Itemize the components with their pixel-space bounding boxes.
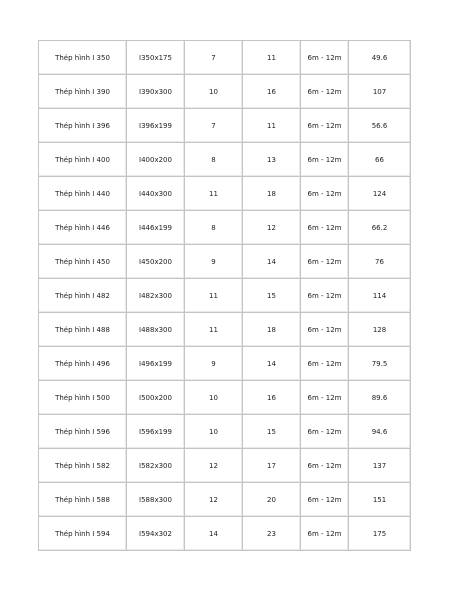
flange-thickness-cell: 16 — [243, 381, 301, 415]
flange-thickness-cell: 11 — [243, 41, 301, 75]
flange-thickness-cell: 23 — [243, 517, 301, 551]
length-cell: 6m - 12m — [301, 381, 349, 415]
name-cell: Thép hình I 450 — [39, 245, 127, 279]
web-thickness-cell: 11 — [185, 177, 243, 211]
weight-cell: 79.5 — [349, 347, 411, 381]
spec-cell: I582x300 — [127, 449, 185, 483]
spec-cell: I350x175 — [127, 41, 185, 75]
table-row — [39, 177, 411, 211]
name-cell: Thép hình I 350 — [39, 41, 127, 75]
length-cell: 6m - 12m — [301, 143, 349, 177]
web-thickness-cell: 12 — [185, 483, 243, 517]
weight-cell: 76 — [349, 245, 411, 279]
name-cell: Thép hình I 500 — [39, 381, 127, 415]
table-row — [39, 449, 411, 483]
table-row — [39, 143, 411, 177]
weight-cell: 49.6 — [349, 41, 411, 75]
web-thickness-cell: 10 — [185, 75, 243, 109]
name-cell: Thép hình I 588 — [39, 483, 127, 517]
length-cell: 6m - 12m — [301, 211, 349, 245]
weight-cell: 128 — [349, 313, 411, 347]
spec-cell: I482x300 — [127, 279, 185, 313]
web-thickness-cell: 8 — [185, 211, 243, 245]
spec-cell: I488x300 — [127, 313, 185, 347]
name-cell: Thép hình I 396 — [39, 109, 127, 143]
table-row — [39, 75, 411, 109]
length-cell: 6m - 12m — [301, 483, 349, 517]
web-thickness-cell: 11 — [185, 313, 243, 347]
web-thickness-cell: 9 — [185, 245, 243, 279]
name-cell: Thép hình I 440 — [39, 177, 127, 211]
flange-thickness-cell: 15 — [243, 279, 301, 313]
table-row — [39, 517, 411, 551]
flange-thickness-cell: 18 — [243, 313, 301, 347]
flange-thickness-cell: 17 — [243, 449, 301, 483]
name-cell: Thép hình I 400 — [39, 143, 127, 177]
name-cell: Thép hình I 496 — [39, 347, 127, 381]
spec-cell: I390x300 — [127, 75, 185, 109]
web-thickness-cell: 9 — [185, 347, 243, 381]
weight-cell: 114 — [349, 279, 411, 313]
length-cell: 6m - 12m — [301, 109, 349, 143]
flange-thickness-cell: 20 — [243, 483, 301, 517]
weight-cell: 124 — [349, 177, 411, 211]
spec-cell: I496x199 — [127, 347, 185, 381]
web-thickness-cell: 11 — [185, 279, 243, 313]
table-row — [39, 313, 411, 347]
length-cell: 6m - 12m — [301, 347, 349, 381]
table-row — [39, 279, 411, 313]
weight-cell: 66 — [349, 143, 411, 177]
web-thickness-cell: 8 — [185, 143, 243, 177]
flange-thickness-cell: 14 — [243, 347, 301, 381]
length-cell: 6m - 12m — [301, 517, 349, 551]
name-cell: Thép hình I 446 — [39, 211, 127, 245]
weight-cell: 151 — [349, 483, 411, 517]
weight-cell: 56.6 — [349, 109, 411, 143]
web-thickness-cell: 10 — [185, 381, 243, 415]
steel-i-beam-table — [38, 40, 411, 551]
length-cell: 6m - 12m — [301, 75, 349, 109]
weight-cell: 89.6 — [349, 381, 411, 415]
table-row — [39, 415, 411, 449]
flange-thickness-cell: 11 — [243, 109, 301, 143]
table-row — [39, 347, 411, 381]
length-cell: 6m - 12m — [301, 177, 349, 211]
table-row — [39, 381, 411, 415]
web-thickness-cell: 10 — [185, 415, 243, 449]
name-cell: Thép hình I 488 — [39, 313, 127, 347]
name-cell: Thép hình I 594 — [39, 517, 127, 551]
spec-cell: I596x199 — [127, 415, 185, 449]
weight-cell: 175 — [349, 517, 411, 551]
web-thickness-cell: 7 — [185, 109, 243, 143]
spec-cell: I440x300 — [127, 177, 185, 211]
flange-thickness-cell: 16 — [243, 75, 301, 109]
spec-cell: I588x300 — [127, 483, 185, 517]
spec-cell: I446x199 — [127, 211, 185, 245]
spec-cell: I594x302 — [127, 517, 185, 551]
table-row — [39, 211, 411, 245]
flange-thickness-cell: 13 — [243, 143, 301, 177]
name-cell: Thép hình I 390 — [39, 75, 127, 109]
flange-thickness-cell: 14 — [243, 245, 301, 279]
spec-cell: I396x199 — [127, 109, 185, 143]
name-cell: Thép hình I 482 — [39, 279, 127, 313]
web-thickness-cell: 12 — [185, 449, 243, 483]
length-cell: 6m - 12m — [301, 415, 349, 449]
table-row — [39, 483, 411, 517]
length-cell: 6m - 12m — [301, 245, 349, 279]
weight-cell: 137 — [349, 449, 411, 483]
flange-thickness-cell: 15 — [243, 415, 301, 449]
web-thickness-cell: 7 — [185, 41, 243, 75]
name-cell: Thép hình I 582 — [39, 449, 127, 483]
table-row — [39, 109, 411, 143]
length-cell: 6m - 12m — [301, 449, 349, 483]
weight-cell: 107 — [349, 75, 411, 109]
flange-thickness-cell: 18 — [243, 177, 301, 211]
length-cell: 6m - 12m — [301, 313, 349, 347]
spec-cell: I450x200 — [127, 245, 185, 279]
weight-cell: 94.6 — [349, 415, 411, 449]
web-thickness-cell: 14 — [185, 517, 243, 551]
spec-cell: I400x200 — [127, 143, 185, 177]
length-cell: 6m - 12m — [301, 41, 349, 75]
table-row — [39, 245, 411, 279]
flange-thickness-cell: 12 — [243, 211, 301, 245]
name-cell: Thép hình I 596 — [39, 415, 127, 449]
document-page — [38, 40, 411, 551]
weight-cell: 66.2 — [349, 211, 411, 245]
length-cell: 6m - 12m — [301, 279, 349, 313]
spec-cell: I500x200 — [127, 381, 185, 415]
table-row — [39, 41, 411, 75]
